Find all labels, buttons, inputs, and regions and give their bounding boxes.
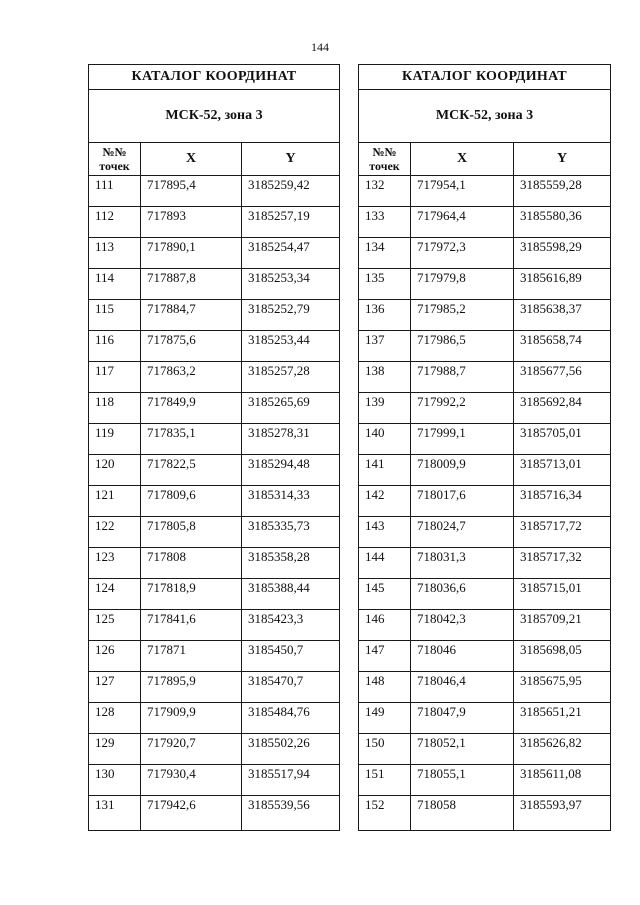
x-coordinate-cell: 717964,4	[411, 207, 514, 238]
x-header: X	[141, 143, 242, 176]
x-coordinate-cell: 717972,3	[411, 238, 514, 269]
table-row	[359, 393, 611, 424]
y-coordinate-cell: 3185265,69	[242, 393, 340, 424]
point-number-cell: 127	[89, 672, 141, 703]
catalog-title: КАТАЛОГ КООРДИНАТ	[359, 65, 611, 90]
x-coordinate-cell: 717835,1	[141, 424, 242, 455]
y-coordinate-cell: 3185713,01	[514, 455, 611, 486]
point-number-cell: 151	[359, 765, 411, 796]
point-number-cell: 130	[89, 765, 141, 796]
y-coordinate-cell: 3185294,48	[242, 455, 340, 486]
x-coordinate-cell: 718042,3	[411, 610, 514, 641]
y-coordinate-cell: 3185675,95	[514, 672, 611, 703]
point-number-cell: 141	[359, 455, 411, 486]
table-row	[359, 424, 611, 455]
x-coordinate-cell: 718009,9	[411, 455, 514, 486]
point-number-cell: 135	[359, 269, 411, 300]
y-coordinate-cell: 3185358,28	[242, 548, 340, 579]
x-coordinate-cell: 717875,6	[141, 331, 242, 362]
y-coordinate-cell: 3185626,82	[514, 734, 611, 765]
table-row	[89, 486, 340, 517]
y-coordinate-cell: 3185658,74	[514, 331, 611, 362]
point-number-header-line2: точек	[99, 159, 130, 173]
y-coordinate-cell: 3185484,76	[242, 703, 340, 734]
table-row	[89, 765, 340, 796]
x-coordinate-cell: 717893	[141, 207, 242, 238]
y-coordinate-cell: 3185692,84	[514, 393, 611, 424]
y-coordinate-cell: 3185717,72	[514, 517, 611, 548]
x-coordinate-cell: 717986,5	[411, 331, 514, 362]
y-coordinate-cell: 3185559,28	[514, 176, 611, 207]
point-number-cell: 132	[359, 176, 411, 207]
y-coordinate-cell: 3185716,34	[514, 486, 611, 517]
y-coordinate-cell: 3185598,29	[514, 238, 611, 269]
y-coordinate-cell: 3185335,73	[242, 517, 340, 548]
point-number-cell: 119	[89, 424, 141, 455]
point-number-cell: 145	[359, 579, 411, 610]
point-number-cell: 120	[89, 455, 141, 486]
point-number-cell: 126	[89, 641, 141, 672]
table-row	[359, 734, 611, 765]
point-number-header-line1: №№	[372, 145, 397, 159]
table-row	[89, 207, 340, 238]
table-row	[89, 176, 340, 207]
y-coordinate-cell: 3185423,3	[242, 610, 340, 641]
table-row	[89, 393, 340, 424]
point-number-cell: 134	[359, 238, 411, 269]
y-coordinate-cell: 3185717,32	[514, 548, 611, 579]
x-coordinate-cell: 717822,5	[141, 455, 242, 486]
table-row	[359, 238, 611, 269]
x-coordinate-cell: 717930,4	[141, 765, 242, 796]
point-number-cell: 129	[89, 734, 141, 765]
x-coordinate-cell: 717805,8	[141, 517, 242, 548]
table-row	[359, 703, 611, 734]
table-row	[89, 703, 340, 734]
y-coordinate-cell: 3185470,7	[242, 672, 340, 703]
table-row	[89, 238, 340, 269]
x-coordinate-cell: 718047,9	[411, 703, 514, 734]
x-coordinate-cell: 718052,1	[411, 734, 514, 765]
x-coordinate-cell: 717890,1	[141, 238, 242, 269]
coordinate-system-label: МСК-52, зона 3	[359, 90, 611, 143]
point-number-cell: 138	[359, 362, 411, 393]
x-coordinate-cell: 717988,7	[411, 362, 514, 393]
x-coordinate-cell: 718031,3	[411, 548, 514, 579]
point-number-cell: 111	[89, 176, 141, 207]
table-row	[359, 455, 611, 486]
coordinate-catalog-right	[358, 64, 611, 831]
point-number-cell: 116	[89, 331, 141, 362]
x-coordinate-cell: 717954,1	[411, 176, 514, 207]
y-coordinate-cell: 3185616,89	[514, 269, 611, 300]
point-number-cell: 112	[89, 207, 141, 238]
x-coordinate-cell: 717818,9	[141, 579, 242, 610]
table-row	[89, 362, 340, 393]
point-number-cell: 124	[89, 579, 141, 610]
y-coordinate-cell: 3185259,42	[242, 176, 340, 207]
table-row	[89, 517, 340, 548]
point-number-cell: 147	[359, 641, 411, 672]
x-header: X	[411, 143, 514, 176]
point-number-header-line2: точек	[369, 159, 400, 173]
point-number-cell: 149	[359, 703, 411, 734]
y-coordinate-cell: 3185593,97	[514, 796, 611, 831]
point-number-cell: 115	[89, 300, 141, 331]
table-row	[89, 610, 340, 641]
table-row	[359, 486, 611, 517]
y-coordinate-cell: 3185638,37	[514, 300, 611, 331]
table-row	[359, 362, 611, 393]
x-coordinate-cell: 717895,4	[141, 176, 242, 207]
point-number-cell: 148	[359, 672, 411, 703]
table-row	[359, 765, 611, 796]
point-number-cell: 133	[359, 207, 411, 238]
x-coordinate-cell: 717849,9	[141, 393, 242, 424]
point-number-cell: 122	[89, 517, 141, 548]
point-number-cell: 114	[89, 269, 141, 300]
x-coordinate-cell: 718055,1	[411, 765, 514, 796]
x-coordinate-cell: 717841,6	[141, 610, 242, 641]
x-coordinate-cell: 717884,7	[141, 300, 242, 331]
point-number-cell: 137	[359, 331, 411, 362]
x-coordinate-cell: 717863,2	[141, 362, 242, 393]
table-row	[89, 641, 340, 672]
point-number-cell: 113	[89, 238, 141, 269]
point-number-cell: 136	[359, 300, 411, 331]
point-number-cell: 121	[89, 486, 141, 517]
table-row	[89, 424, 340, 455]
y-coordinate-cell: 3185257,19	[242, 207, 340, 238]
x-coordinate-cell: 717985,2	[411, 300, 514, 331]
table-row	[89, 455, 340, 486]
table-row	[89, 331, 340, 362]
coordinate-catalog-left	[88, 64, 340, 831]
y-coordinate-cell: 3185677,56	[514, 362, 611, 393]
x-coordinate-cell: 717871	[141, 641, 242, 672]
table-row	[359, 331, 611, 362]
x-coordinate-cell: 718024,7	[411, 517, 514, 548]
table-row	[359, 300, 611, 331]
y-coordinate-cell: 3185278,31	[242, 424, 340, 455]
table-row	[89, 300, 340, 331]
table-row	[359, 672, 611, 703]
point-number-cell: 143	[359, 517, 411, 548]
catalog-body	[89, 176, 340, 831]
x-coordinate-cell: 718046	[411, 641, 514, 672]
y-coordinate-cell: 3185388,44	[242, 579, 340, 610]
table-row	[359, 176, 611, 207]
x-coordinate-cell: 717808	[141, 548, 242, 579]
table-row	[89, 672, 340, 703]
point-number-cell: 142	[359, 486, 411, 517]
table-row	[89, 734, 340, 765]
x-coordinate-cell: 718036,6	[411, 579, 514, 610]
catalog-title: КАТАЛОГ КООРДИНАТ	[89, 65, 340, 90]
point-number-header	[89, 143, 141, 176]
table-row	[359, 548, 611, 579]
table-row	[89, 579, 340, 610]
point-number-cell: 146	[359, 610, 411, 641]
point-number-cell: 131	[89, 796, 141, 831]
y-coordinate-cell: 3185539,56	[242, 796, 340, 831]
table-row	[359, 579, 611, 610]
page-number: 144	[311, 40, 329, 54]
y-coordinate-cell: 3185651,21	[514, 703, 611, 734]
table-row	[359, 269, 611, 300]
x-coordinate-cell: 717979,8	[411, 269, 514, 300]
point-number-cell: 144	[359, 548, 411, 579]
y-coordinate-cell: 3185709,21	[514, 610, 611, 641]
x-coordinate-cell: 718058	[411, 796, 514, 831]
table-row	[359, 517, 611, 548]
y-coordinate-cell: 3185715,01	[514, 579, 611, 610]
table-row	[359, 207, 611, 238]
table-row	[89, 796, 340, 831]
x-coordinate-cell: 717887,8	[141, 269, 242, 300]
catalog-body	[359, 176, 611, 831]
y-coordinate-cell: 3185253,34	[242, 269, 340, 300]
point-number-cell: 125	[89, 610, 141, 641]
y-coordinate-cell: 3185611,08	[514, 765, 611, 796]
y-coordinate-cell: 3185698,05	[514, 641, 611, 672]
point-number-cell: 128	[89, 703, 141, 734]
x-coordinate-cell: 718046,4	[411, 672, 514, 703]
point-number-header-line1: №№	[102, 145, 127, 159]
x-coordinate-cell: 717942,6	[141, 796, 242, 831]
x-coordinate-cell: 717809,6	[141, 486, 242, 517]
y-header: Y	[242, 143, 340, 176]
table-row	[359, 610, 611, 641]
point-number-header	[359, 143, 411, 176]
point-number-cell: 152	[359, 796, 411, 831]
y-coordinate-cell: 3185254,47	[242, 238, 340, 269]
table-row	[89, 548, 340, 579]
x-coordinate-cell: 717992,2	[411, 393, 514, 424]
x-coordinate-cell: 718017,6	[411, 486, 514, 517]
y-coordinate-cell: 3185252,79	[242, 300, 340, 331]
point-number-cell: 150	[359, 734, 411, 765]
point-number-cell: 139	[359, 393, 411, 424]
y-coordinate-cell: 3185253,44	[242, 331, 340, 362]
x-coordinate-cell: 717920,7	[141, 734, 242, 765]
point-number-cell: 117	[89, 362, 141, 393]
x-coordinate-cell: 717895,9	[141, 672, 242, 703]
y-coordinate-cell: 3185517,94	[242, 765, 340, 796]
coordinate-system-label: МСК-52, зона 3	[89, 90, 340, 143]
x-coordinate-cell: 717909,9	[141, 703, 242, 734]
y-coordinate-cell: 3185502,26	[242, 734, 340, 765]
table-row	[89, 269, 340, 300]
table-row	[359, 796, 611, 831]
y-coordinate-cell: 3185257,28	[242, 362, 340, 393]
point-number-cell: 140	[359, 424, 411, 455]
table-row	[359, 641, 611, 672]
y-coordinate-cell: 3185314,33	[242, 486, 340, 517]
x-coordinate-cell: 717999,1	[411, 424, 514, 455]
point-number-cell: 118	[89, 393, 141, 424]
y-coordinate-cell: 3185450,7	[242, 641, 340, 672]
y-header: Y	[514, 143, 611, 176]
y-coordinate-cell: 3185705,01	[514, 424, 611, 455]
point-number-cell: 123	[89, 548, 141, 579]
y-coordinate-cell: 3185580,36	[514, 207, 611, 238]
